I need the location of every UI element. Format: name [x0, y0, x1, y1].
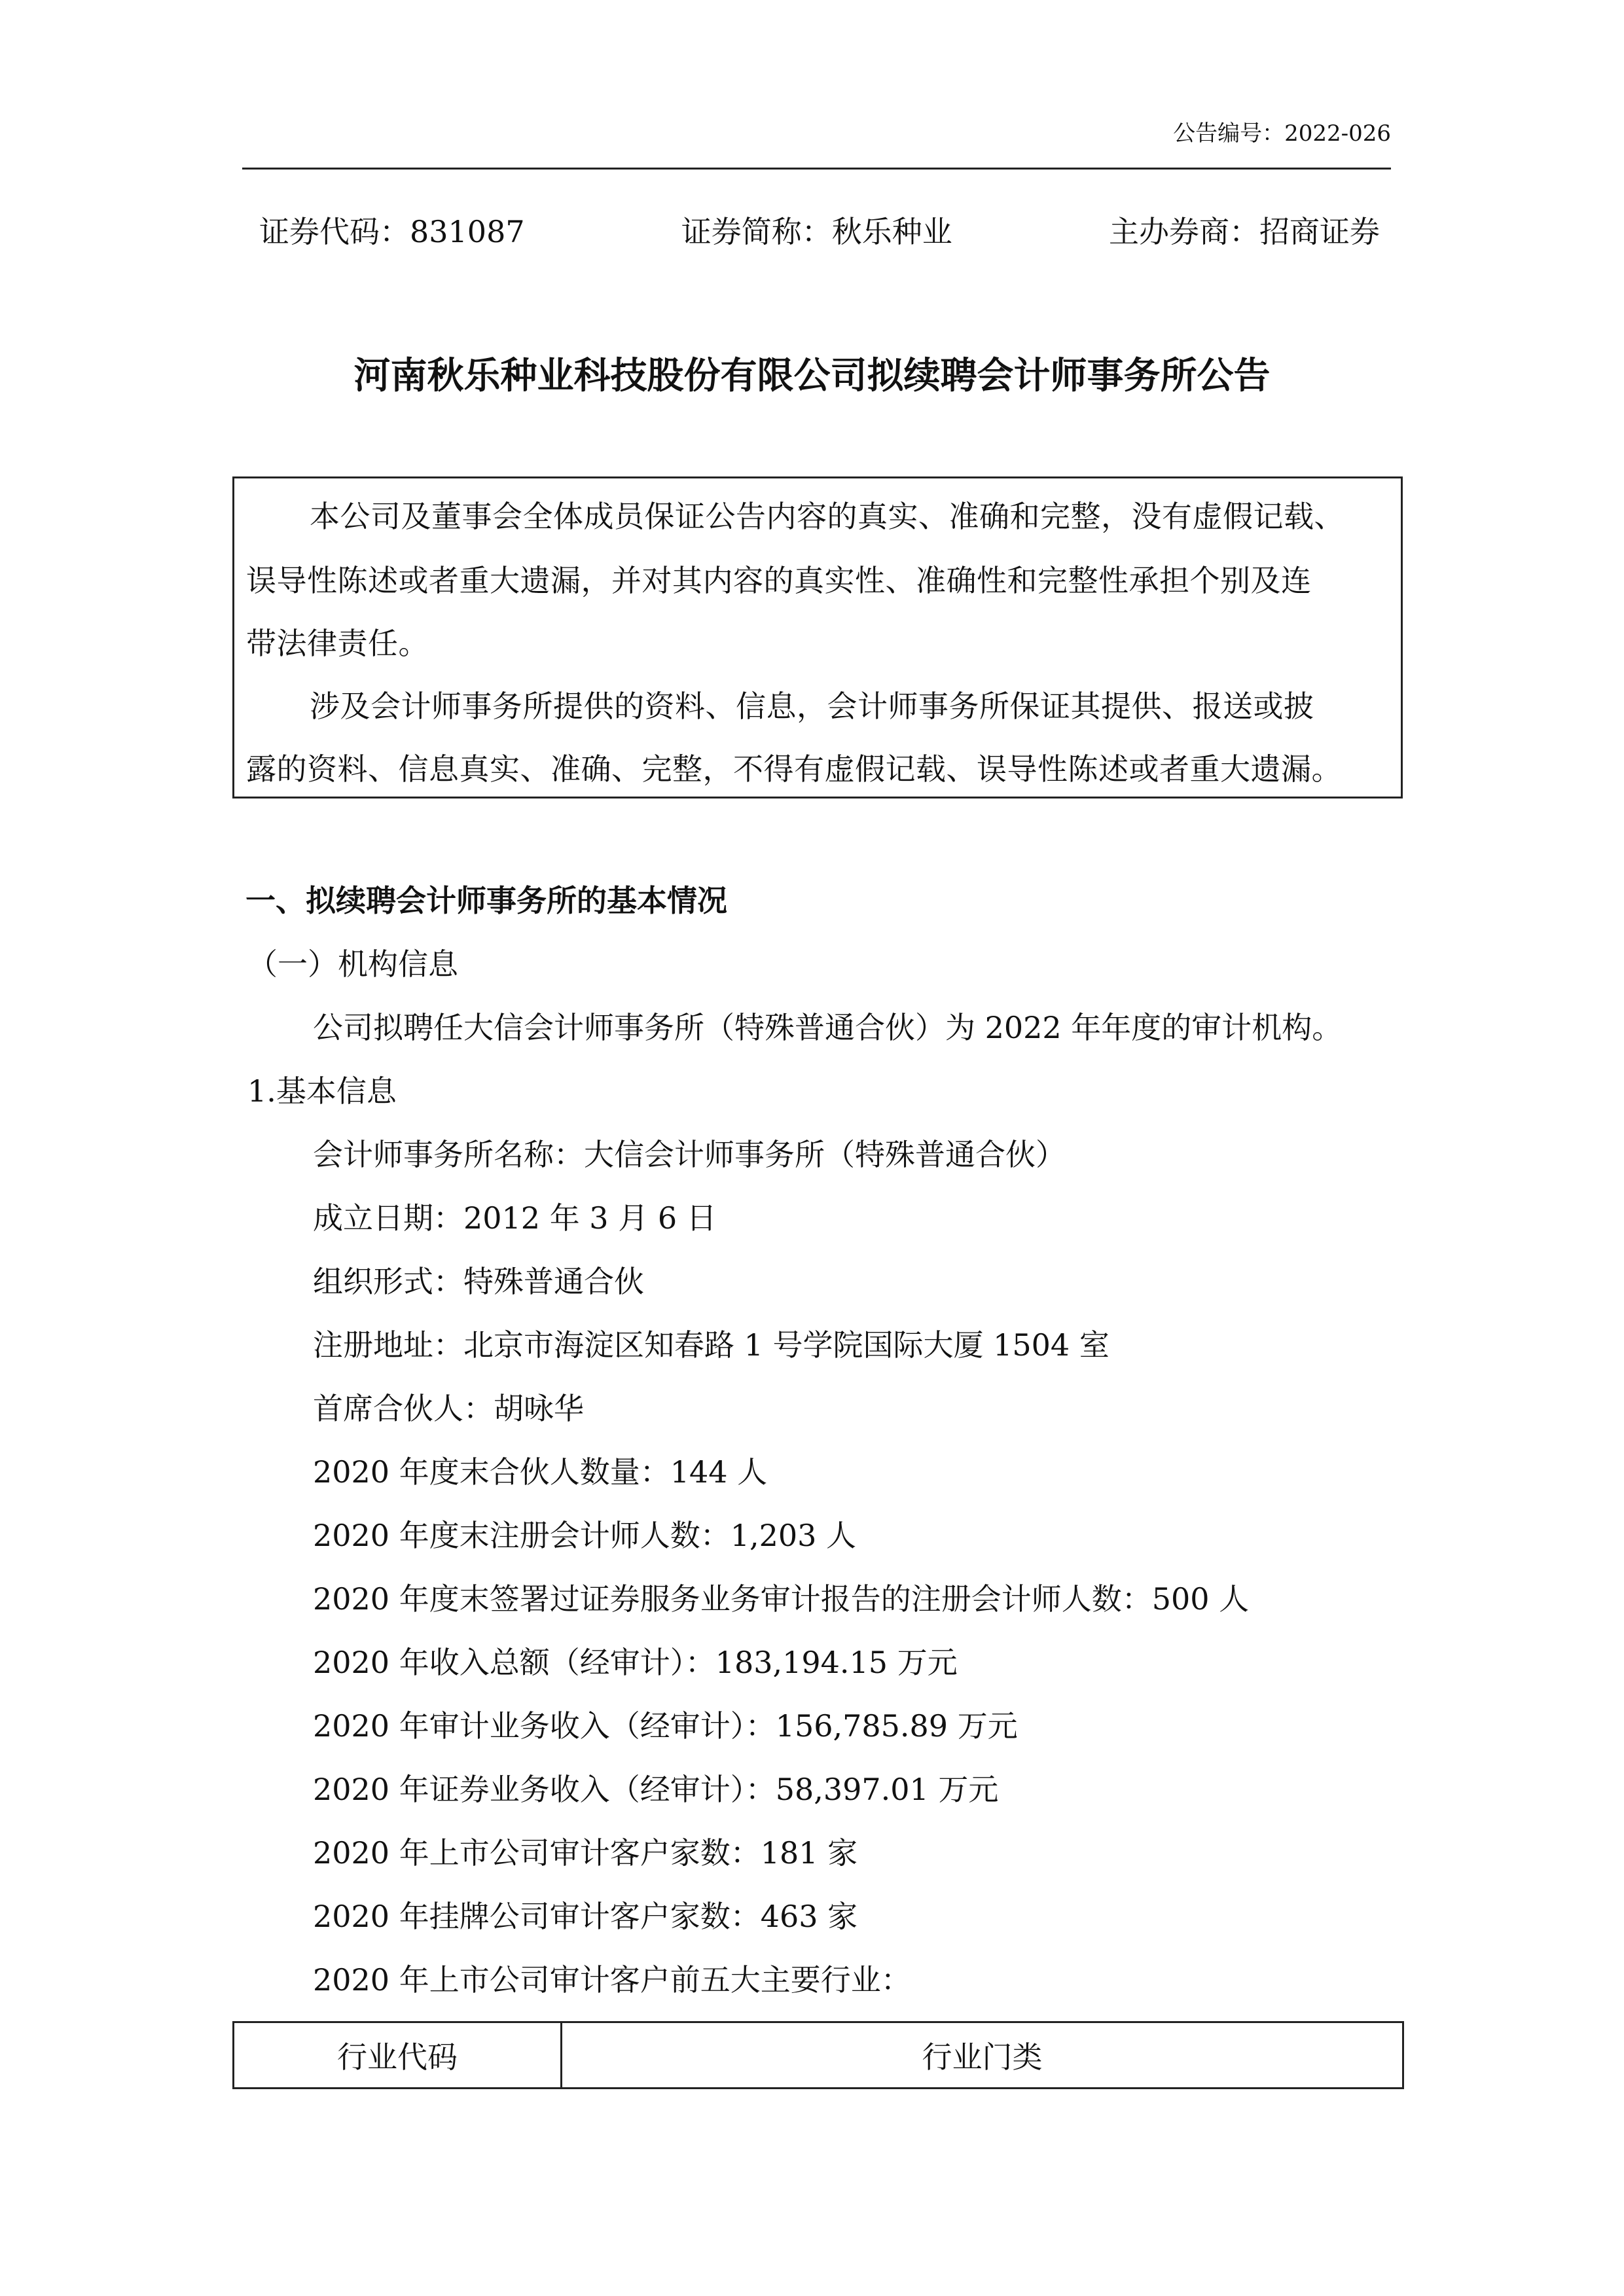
listed-neeq-client-count: 2020 年挂牌公司审计客户家数：463 家: [313, 1899, 858, 1934]
security-code: 证券代码：831087: [259, 214, 525, 249]
top-industries-label: 2020 年上市公司审计客户前五大主要行业：: [313, 1962, 911, 1998]
industry-table: [232, 2021, 1404, 2089]
security-info-row: [259, 208, 1380, 251]
securities-cpa-count: 2020 年度末签署过证券服务业务审计报告的注册会计师人数：500 人: [313, 1581, 1250, 1617]
disclaimer-box: [232, 476, 1403, 798]
establish-date: 成立日期：2012 年 3 月 6 日: [313, 1200, 717, 1236]
securities-revenue: 2020 年证券业务收入（经审计）：58,397.01 万元: [313, 1772, 999, 1807]
column-header-industry-category: 行业门类: [562, 2022, 1403, 2089]
announcement-number: 公告编号：2022-026: [1173, 120, 1391, 147]
disclaimer-line: 露的资料、信息真实、准确、完整，不得有虚假记载、误导性陈述或者重大遗漏。: [246, 751, 1342, 787]
listed-client-count: 2020 年上市公司审计客户家数：181 家: [313, 1835, 858, 1871]
table-header-row: [234, 2022, 1403, 2089]
organization-form: 组织形式：特殊普通合伙: [313, 1264, 644, 1299]
disclaimer-line: 涉及会计师事务所提供的资料、信息，会计师事务所保证其提供、报送或披: [310, 689, 1314, 724]
intro-paragraph: 公司拟聘任大信会计师事务所（特殊普通合伙）为 2022 年年度的审计机构。: [313, 1010, 1343, 1045]
disclaimer-line: 误导性陈述或者重大遗漏，并对其内容的真实性、准确性和完整性承担个别及连: [246, 563, 1312, 598]
section-heading: 一、拟续聘会计师事务所的基本情况: [245, 883, 727, 918]
disclaimer-line: 带法律责任。: [246, 626, 429, 661]
header-divider: [242, 168, 1391, 170]
total-revenue: 2020 年收入总额（经审计）：183,194.15 万元: [313, 1645, 958, 1680]
firm-name: 会计师事务所名称：大信会计师事务所（特殊普通合伙）: [313, 1137, 1066, 1172]
document-title: 河南秋乐种业科技股份有限公司拟续聘会计师事务所公告: [353, 355, 1271, 397]
column-header-industry-code: 行业代码: [234, 2022, 562, 2089]
sponsor-broker: 主办券商：招商证券: [1108, 214, 1380, 249]
basic-info-heading: 1.基本信息: [247, 1073, 397, 1109]
subsection-heading: （一）机构信息: [247, 946, 458, 982]
disclaimer-line: 本公司及董事会全体成员保证公告内容的真实、准确和完整，没有虚假记载、: [310, 499, 1344, 534]
chief-partner: 首席合伙人：胡咏华: [313, 1391, 584, 1426]
registered-address: 注册地址：北京市海淀区知春路 1 号学院国际大厦 1504 室: [313, 1327, 1110, 1363]
audit-revenue: 2020 年审计业务收入（经审计）：156,785.89 万元: [313, 1708, 1018, 1744]
partner-count: 2020 年度末合伙人数量：144 人: [313, 1454, 768, 1490]
cpa-count: 2020 年度末注册会计师人数：1,203 人: [313, 1518, 856, 1553]
security-abbreviation: 证券简称：秋乐种业: [681, 214, 952, 249]
